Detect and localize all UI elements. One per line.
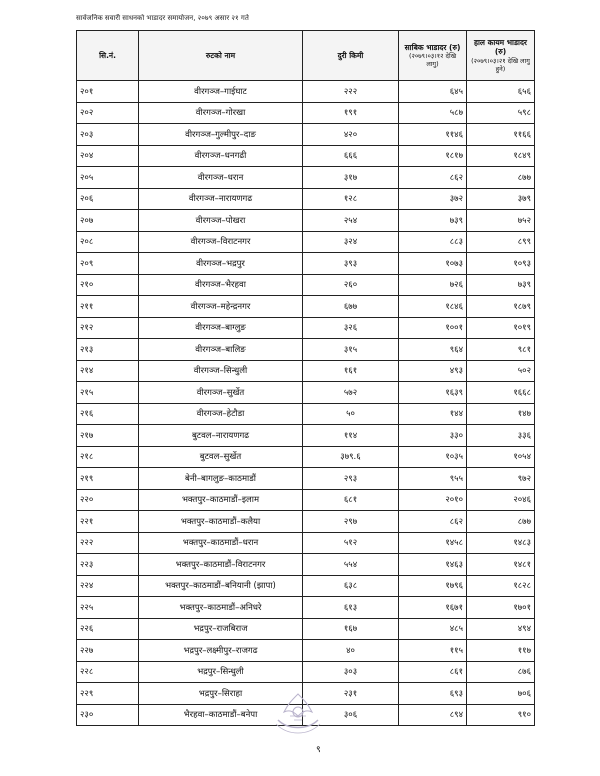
new-fare-cell: १८७९ bbox=[467, 296, 535, 318]
new-fare-cell: १०९३ bbox=[467, 253, 535, 275]
table-row bbox=[77, 102, 535, 124]
table-row bbox=[77, 167, 535, 189]
serial-number-cell: २१५ bbox=[77, 382, 139, 404]
old-fare-cell: १६७१ bbox=[399, 597, 467, 619]
distance-cell: १६७ bbox=[303, 618, 399, 640]
old-fare-cell: १४५८ bbox=[399, 532, 467, 554]
table-row bbox=[77, 210, 535, 232]
table-row bbox=[77, 403, 535, 425]
table-row bbox=[77, 382, 535, 404]
serial-number-cell: २१९ bbox=[77, 468, 139, 490]
distance-cell: ४० bbox=[303, 640, 399, 662]
route-name-cell: वीरगञ्ज–भद्रपुर bbox=[139, 253, 303, 275]
table-row bbox=[77, 554, 535, 576]
old-fare-cell: २०१० bbox=[399, 489, 467, 511]
old-fare-cell: ६४५ bbox=[399, 81, 467, 103]
route-name-cell: बुटवल–सुर्खेत bbox=[139, 446, 303, 468]
table-row bbox=[77, 145, 535, 167]
distance-cell: ६१३ bbox=[303, 597, 399, 619]
old-fare-title: साबिक भाडादर (रु) bbox=[404, 42, 461, 52]
old-fare-cell: ७३९ bbox=[399, 210, 467, 232]
serial-number-cell: २०७ bbox=[77, 210, 139, 232]
new-fare-cell: ९८१ bbox=[467, 339, 535, 361]
new-fare-cell: ५९८ bbox=[467, 102, 535, 124]
table-row bbox=[77, 618, 535, 640]
new-fare-cell: ६५६ bbox=[467, 81, 535, 103]
new-fare-effective-date: (२०७९।०३।२१ देखि लागु हुने) bbox=[471, 56, 530, 73]
route-name-cell: वीरगञ्ज–विराटनगर bbox=[139, 231, 303, 253]
route-name-cell: वीरगञ्ज–गोरखा bbox=[139, 102, 303, 124]
old-fare-cell: १७९६ bbox=[399, 575, 467, 597]
distance-cell: ३७९.६ bbox=[303, 446, 399, 468]
distance-cell: २३१ bbox=[303, 683, 399, 705]
route-name-cell: बुटवल–नारायणगढ bbox=[139, 425, 303, 447]
distance-cell: ३१५ bbox=[303, 339, 399, 361]
table-row bbox=[77, 81, 535, 103]
old-fare-cell: ११५ bbox=[399, 640, 467, 662]
new-fare-cell: १०५४ bbox=[467, 446, 535, 468]
old-fare-cell: ३७२ bbox=[399, 188, 467, 210]
old-fare-cell: ६९३ bbox=[399, 683, 467, 705]
fare-table bbox=[76, 30, 535, 726]
distance-cell: ६८१ bbox=[303, 489, 399, 511]
distance-cell: ३०३ bbox=[303, 661, 399, 683]
table-row bbox=[77, 231, 535, 253]
route-name-cell: भद्रपुर–सिन्धुली bbox=[139, 661, 303, 683]
old-fare-cell: १८४६ bbox=[399, 296, 467, 318]
distance-cell: ५५४ bbox=[303, 554, 399, 576]
new-fare-cell: १६६८ bbox=[467, 382, 535, 404]
old-fare-cell: ३३० bbox=[399, 425, 467, 447]
distance-cell: ५० bbox=[303, 403, 399, 425]
route-name-cell: वीरगञ्ज–गुल्मीपुर–दाङ bbox=[139, 124, 303, 146]
old-fare-cell: १०७३ bbox=[399, 253, 467, 275]
serial-number-cell: २२५ bbox=[77, 597, 139, 619]
route-name-cell: वीरगञ्ज–गाईघाट bbox=[139, 81, 303, 103]
route-name-cell: वीरगञ्ज–नारायणगढ bbox=[139, 188, 303, 210]
serial-number-cell: २११ bbox=[77, 296, 139, 318]
distance-cell: ४२० bbox=[303, 124, 399, 146]
table-row bbox=[77, 446, 535, 468]
route-name-cell: वीरगञ्ज–सुर्खेत bbox=[139, 382, 303, 404]
old-fare-cell: ४९३ bbox=[399, 360, 467, 382]
serial-number-cell: २२१ bbox=[77, 511, 139, 533]
old-fare-cell: ५८७ bbox=[399, 102, 467, 124]
route-name-cell: वीरगञ्ज–भैरहवा bbox=[139, 274, 303, 296]
table-row bbox=[77, 317, 535, 339]
table-row bbox=[77, 661, 535, 683]
serial-number-cell: २१० bbox=[77, 274, 139, 296]
old-fare-cell: १००१ bbox=[399, 317, 467, 339]
old-fare-cell: ८६२ bbox=[399, 511, 467, 533]
serial-number-cell: २१४ bbox=[77, 360, 139, 382]
serial-number-cell: २०३ bbox=[77, 124, 139, 146]
route-name-cell: वीरगञ्ज–धनगढी bbox=[139, 145, 303, 167]
distance-cell: ३२६ bbox=[303, 317, 399, 339]
table-row bbox=[77, 339, 535, 361]
serial-number-cell: २२९ bbox=[77, 683, 139, 705]
new-fare-cell: ७५२ bbox=[467, 210, 535, 232]
table-row bbox=[77, 532, 535, 554]
route-name-cell: वीरगञ्ज–बाग्लुङ bbox=[139, 317, 303, 339]
new-fare-cell: ८७७ bbox=[467, 511, 535, 533]
route-name-cell: भैरहवा–काठमाडौं–बनेपा bbox=[139, 704, 303, 726]
new-fare-cell: ११७ bbox=[467, 640, 535, 662]
column-header-old-fare bbox=[399, 31, 467, 81]
table-row bbox=[77, 511, 535, 533]
route-name-cell: भक्तपुर–काठमाडौं–अनिधरे bbox=[139, 597, 303, 619]
column-header-sn: सि.नं. bbox=[77, 31, 139, 81]
old-fare-cell: ९६४ bbox=[399, 339, 467, 361]
old-fare-cell: १०३५ bbox=[399, 446, 467, 468]
new-fare-cell: ८७७ bbox=[467, 167, 535, 189]
route-name-cell: वीरगञ्ज–धरान bbox=[139, 167, 303, 189]
distance-cell: ३९३ bbox=[303, 253, 399, 275]
table-row bbox=[77, 640, 535, 662]
serial-number-cell: २०१ bbox=[77, 81, 139, 103]
table-row bbox=[77, 360, 535, 382]
serial-number-cell: २०४ bbox=[77, 145, 139, 167]
old-fare-cell: १८१७ bbox=[399, 145, 467, 167]
distance-cell: १९१ bbox=[303, 102, 399, 124]
distance-cell: ३०६ bbox=[303, 704, 399, 726]
serial-number-cell: २३० bbox=[77, 704, 139, 726]
new-fare-cell: ११६६ bbox=[467, 124, 535, 146]
table-row bbox=[77, 575, 535, 597]
route-name-cell: वीरगञ्ज–हेटौडा bbox=[139, 403, 303, 425]
distance-cell: २६० bbox=[303, 274, 399, 296]
old-fare-cell: ९५५ bbox=[399, 468, 467, 490]
column-header-distance: दुरी किमी bbox=[303, 31, 399, 81]
route-name-cell: भक्तपुर–काठमाडौं–बनियानी (झापा) bbox=[139, 575, 303, 597]
new-fare-cell: ८९९ bbox=[467, 231, 535, 253]
official-seal-icon bbox=[268, 690, 328, 738]
new-fare-cell: २०४६ bbox=[467, 489, 535, 511]
table-row bbox=[77, 468, 535, 490]
serial-number-cell: २०९ bbox=[77, 253, 139, 275]
serial-number-cell: २०८ bbox=[77, 231, 139, 253]
serial-number-cell: २०५ bbox=[77, 167, 139, 189]
new-fare-cell: ३३६ bbox=[467, 425, 535, 447]
route-name-cell: वीरगञ्ज–बालिङ bbox=[139, 339, 303, 361]
old-fare-cell: १४४ bbox=[399, 403, 467, 425]
old-fare-cell: ८६१ bbox=[399, 661, 467, 683]
route-name-cell: भक्तपुर–काठमाडौं–धरान bbox=[139, 532, 303, 554]
serial-number-cell: २०६ bbox=[77, 188, 139, 210]
serial-number-cell: २१८ bbox=[77, 446, 139, 468]
table-row bbox=[77, 597, 535, 619]
table-row bbox=[77, 188, 535, 210]
page-number: ९ bbox=[316, 745, 321, 755]
new-fare-cell: ९७२ bbox=[467, 468, 535, 490]
old-fare-cell: ११४६ bbox=[399, 124, 467, 146]
serial-number-cell: २१२ bbox=[77, 317, 139, 339]
distance-cell: २९७ bbox=[303, 511, 399, 533]
route-name-cell: भक्तपुर–काठमाडौं–विराटनगर bbox=[139, 554, 303, 576]
distance-cell: २९३ bbox=[303, 468, 399, 490]
distance-cell: ६७७ bbox=[303, 296, 399, 318]
old-fare-effective-date: (२०७९।०३।१२ देखि लागु) bbox=[408, 52, 457, 69]
new-fare-cell: ५०२ bbox=[467, 360, 535, 382]
serial-number-cell: २०२ bbox=[77, 102, 139, 124]
new-fare-cell: ३७९ bbox=[467, 188, 535, 210]
table-row bbox=[77, 296, 535, 318]
serial-number-cell: २१३ bbox=[77, 339, 139, 361]
table-row bbox=[77, 253, 535, 275]
new-fare-cell: ४९४ bbox=[467, 618, 535, 640]
distance-cell: ३२४ bbox=[303, 231, 399, 253]
distance-cell: १६१ bbox=[303, 360, 399, 382]
serial-number-cell: २२८ bbox=[77, 661, 139, 683]
new-fare-cell: १८४९ bbox=[467, 145, 535, 167]
serial-number-cell: २१७ bbox=[77, 425, 139, 447]
column-header-new-fare bbox=[467, 31, 535, 81]
new-fare-cell: ९१० bbox=[467, 704, 535, 726]
distance-cell: ५७२ bbox=[303, 382, 399, 404]
route-name-cell: वीरगञ्ज–पोखरा bbox=[139, 210, 303, 232]
distance-cell: ६३८ bbox=[303, 575, 399, 597]
route-name-cell: बेनी–बागलुङ–काठमाडौं bbox=[139, 468, 303, 490]
serial-number-cell: २१६ bbox=[77, 403, 139, 425]
old-fare-cell: ८८३ bbox=[399, 231, 467, 253]
old-fare-cell: १४६३ bbox=[399, 554, 467, 576]
old-fare-cell: ८९४ bbox=[399, 704, 467, 726]
new-fare-title: हाल कायम भाडादर (रु) bbox=[474, 38, 527, 57]
new-fare-cell: १८२८ bbox=[467, 575, 535, 597]
new-fare-cell: १४८३ bbox=[467, 532, 535, 554]
route-name-cell: भक्तपुर–काठमाडौं–इलाम bbox=[139, 489, 303, 511]
distance-cell: २५४ bbox=[303, 210, 399, 232]
distance-cell: २२२ bbox=[303, 81, 399, 103]
route-name-cell: भक्तपुर–काठमाडौं–कलैया bbox=[139, 511, 303, 533]
table-row bbox=[77, 425, 535, 447]
route-name-cell: भद्रपुर–सिराहा bbox=[139, 683, 303, 705]
route-name-cell: वीरगञ्ज–सिन्धुली bbox=[139, 360, 303, 382]
old-fare-cell: ४८५ bbox=[399, 618, 467, 640]
table-row bbox=[77, 274, 535, 296]
route-name-cell: भद्रपुर–लक्ष्मीपुर–राजगढ bbox=[139, 640, 303, 662]
serial-number-cell: २२४ bbox=[77, 575, 139, 597]
old-fare-cell: ८६२ bbox=[399, 167, 467, 189]
table-header-row bbox=[77, 31, 535, 81]
route-name-cell: भद्रपुर–राजबिराज bbox=[139, 618, 303, 640]
page-header-caption: सार्वजनिक सवारी साधनको भाडादर समायोजन, २०७९ असार २१ गते bbox=[76, 14, 249, 22]
route-name-cell: वीरगञ्ज–महेन्द्रनगर bbox=[139, 296, 303, 318]
table-row bbox=[77, 124, 535, 146]
new-fare-cell: १०१९ bbox=[467, 317, 535, 339]
distance-cell: १२८ bbox=[303, 188, 399, 210]
distance-cell: ३१७ bbox=[303, 167, 399, 189]
serial-number-cell: २२२ bbox=[77, 532, 139, 554]
new-fare-cell: १४७ bbox=[467, 403, 535, 425]
fare-table-body bbox=[77, 81, 535, 726]
table-row bbox=[77, 489, 535, 511]
old-fare-cell: १६३९ bbox=[399, 382, 467, 404]
new-fare-cell: १७०१ bbox=[467, 597, 535, 619]
distance-cell: ६६६ bbox=[303, 145, 399, 167]
column-header-route: रुटको नाम bbox=[139, 31, 303, 81]
serial-number-cell: २२६ bbox=[77, 618, 139, 640]
new-fare-cell: ८७६ bbox=[467, 661, 535, 683]
new-fare-cell: ७३९ bbox=[467, 274, 535, 296]
distance-cell: ११४ bbox=[303, 425, 399, 447]
serial-number-cell: २२० bbox=[77, 489, 139, 511]
distance-cell: ५१२ bbox=[303, 532, 399, 554]
new-fare-cell: ७०६ bbox=[467, 683, 535, 705]
old-fare-cell: ७२६ bbox=[399, 274, 467, 296]
serial-number-cell: २२३ bbox=[77, 554, 139, 576]
serial-number-cell: २२७ bbox=[77, 640, 139, 662]
new-fare-cell: १४८१ bbox=[467, 554, 535, 576]
